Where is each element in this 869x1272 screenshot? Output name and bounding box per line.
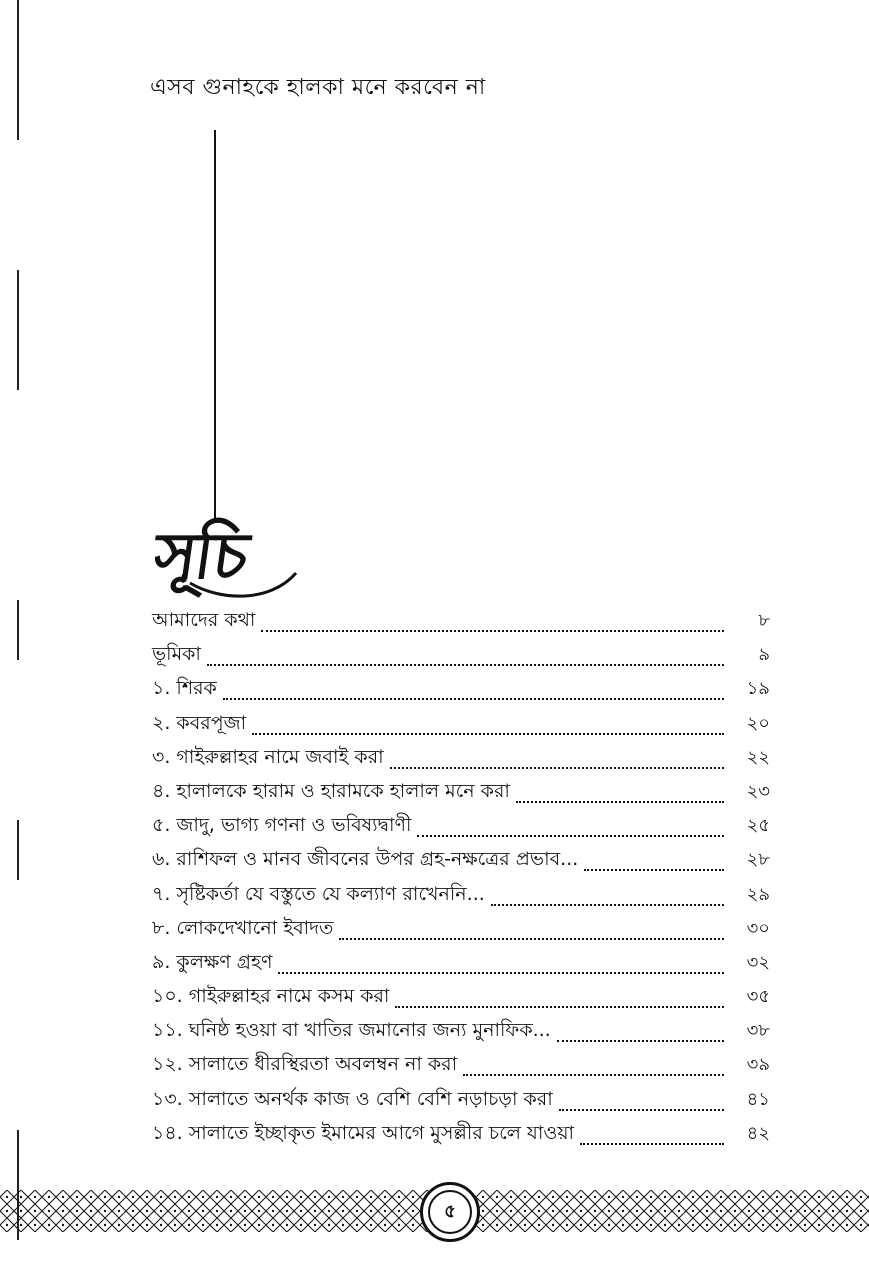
toc-entry-title: ৭. সৃষ্টিকর্তা যে বস্তুতে যে কল্যাণ রাখেননি...: [152, 882, 485, 905]
toc-entry-page: ৩৮: [746, 1020, 770, 1042]
toc-entry: [152, 709, 770, 743]
dot-leader: [252, 733, 724, 735]
toc-entry-title: ১২. সালাতে ধীরস্থিরতা অবলম্বন না করা: [152, 1053, 458, 1076]
margin-rule: [17, 600, 19, 660]
toc-entry: [152, 982, 770, 1016]
toc-entry-page: ৩৯: [746, 1054, 770, 1076]
toc-entry-title: ১৩. সালাতে অনর্থক কাজ ও বেশি বেশি নড়াচড়া করা: [152, 1087, 553, 1110]
toc-entry: [152, 811, 770, 845]
toc-entry-page: ২৯: [746, 883, 770, 905]
dot-leader: [463, 1074, 724, 1076]
toc-entry: [152, 640, 770, 674]
toc-entry-page: ২৩: [746, 780, 770, 802]
toc-entry: [152, 948, 770, 982]
toc-entry-page: ৪১: [746, 1088, 770, 1110]
dot-leader: [417, 835, 724, 837]
toc-entry-page: ৩২: [746, 951, 770, 973]
dot-leader: [395, 1006, 724, 1008]
dot-leader: [261, 630, 724, 632]
margin-rule: [17, 0, 19, 140]
toc-entry-title: ৫. জাদু, ভাগ্য গণনা ও ভবিষ্যদ্বাণী: [152, 814, 412, 837]
margin-rule: [17, 270, 19, 390]
page-number: ৫: [428, 1190, 472, 1234]
toc-entry-page: ২২: [746, 746, 770, 768]
toc-title: সূচি: [149, 519, 252, 594]
toc-entry: [152, 1085, 770, 1119]
decorative-line: [214, 130, 216, 520]
toc-entry-title: ১. শিরক: [152, 677, 217, 700]
toc-entry-title: ১০. গাইরুল্লাহর নামে কসম করা: [152, 985, 390, 1008]
toc-entry: [152, 1119, 770, 1153]
toc-entry-title: ৬. রাশিফল ও মানব জীবনের উপর গ্রহ-নক্ষত্রের প্রভাব...: [152, 848, 579, 871]
toc-entry-page: ২৫: [746, 815, 770, 837]
toc-entry-page: ৯: [758, 644, 770, 666]
toc-entry-title: ১৪. সালাতে ইচ্ছাকৃত ইমামের আগে মুসল্লীর চলে যাওয়া: [152, 1121, 575, 1144]
toc-entry-title: ৩. গাইরুল্লাহর নামে জবাই করা: [152, 745, 384, 768]
toc-entry-title: ১১. ঘনিষ্ঠ হওয়া বা খাতির জমানোর জন্য মুনাফিক...: [152, 1019, 551, 1042]
page-number-medallion: [420, 1182, 480, 1242]
toc-entry-title: ভূমিকা: [152, 643, 201, 666]
dot-leader: [278, 972, 724, 974]
dot-leader: [559, 1109, 724, 1111]
toc-entry: [152, 914, 770, 948]
toc-entry: [152, 674, 770, 708]
toc-entry: [152, 880, 770, 914]
toc-entry-page: ৩৫: [746, 986, 770, 1008]
toc-entry-page: ৮: [758, 610, 770, 631]
toc-entry: [152, 1050, 770, 1084]
toc-entry-title: ২. কবরপূজা: [152, 711, 247, 734]
toc-entry: [152, 845, 770, 879]
toc-entry-title: আমাদের কথা: [152, 609, 256, 631]
toc-entry-title: ৮. লোকদেখানো ইবাদত: [152, 916, 334, 939]
dot-leader: [584, 869, 724, 871]
toc-entry-title: ৪. হালালকে হারাম ও হারামকে হালাল মনে করা: [152, 779, 510, 802]
running-header: এসব গুনাহকে হালকা মনে করবেন না: [150, 75, 486, 100]
toc-entry: [152, 1016, 770, 1050]
toc-entry: [152, 606, 770, 640]
toc-entry-page: ৩০: [746, 917, 770, 939]
toc-entry-page: ১৯: [746, 678, 770, 700]
toc-entry-page: ২৮: [746, 849, 770, 871]
toc-entry-page: ৪২: [746, 1122, 770, 1144]
margin-rule: [17, 820, 19, 880]
toc-entry: [152, 777, 770, 811]
table-of-contents: [152, 606, 770, 1153]
dot-leader: [557, 1040, 724, 1042]
dot-leader: [223, 698, 724, 700]
toc-entry-page: ২০: [746, 712, 770, 734]
dot-leader: [390, 767, 724, 769]
dot-leader: [207, 664, 724, 666]
toc-entry-title: ৯. কুলক্ষণ গ্রহণ: [152, 950, 273, 973]
toc-entry: [152, 743, 770, 777]
dot-leader: [491, 904, 724, 906]
dot-leader: [516, 801, 724, 803]
dot-leader: [339, 938, 724, 940]
dot-leader: [580, 1143, 724, 1145]
